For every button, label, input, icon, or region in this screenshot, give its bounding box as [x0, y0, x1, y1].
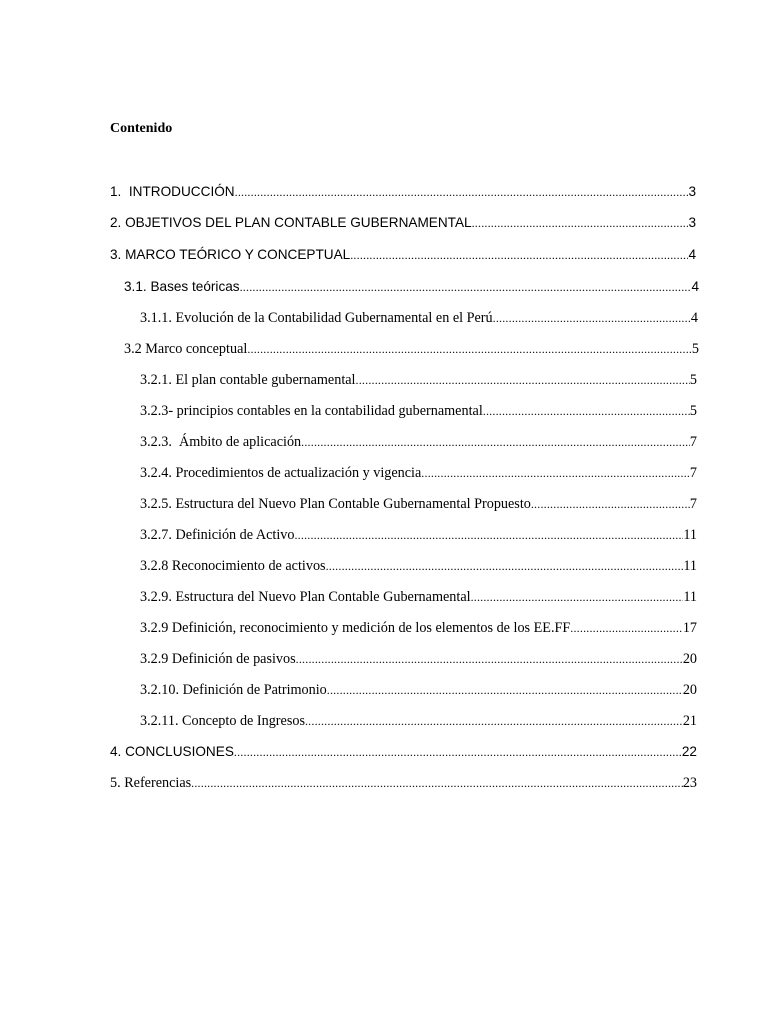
- toc-entry-text: 3.2.9 Definición de pasivos: [140, 651, 296, 667]
- toc-page-number: 3: [688, 184, 696, 199]
- toc-entry-definicion-elementos[interactable]: [140, 618, 697, 638]
- toc-page-number: 22: [681, 744, 697, 759]
- toc-entry-text: 3.2.3- principios contables en la contabilidad gubernamental: [140, 403, 483, 419]
- toc-leader-dots: [240, 277, 692, 297]
- toc-entry-plan-contable[interactable]: [140, 370, 697, 390]
- toc-entry-referencias[interactable]: [110, 773, 697, 793]
- toc-entry-text: 2. OBJETIVOS DEL PLAN CONTABLE GUBERNAMENTAL: [110, 215, 472, 230]
- toc-entry-concepto-ingresos[interactable]: [140, 711, 697, 731]
- toc-entry-text: 3.1. Bases teóricas: [124, 279, 240, 294]
- toc-leader-dots: [570, 618, 683, 638]
- toc-leader-dots: [472, 213, 689, 233]
- toc-leader-dots: [350, 245, 688, 265]
- toc-page-number: 5: [689, 403, 697, 419]
- toc-page-number: 4: [690, 310, 698, 326]
- toc-leader-dots: [483, 401, 690, 421]
- toc-entry-estructura-nuevo-plan[interactable]: [140, 587, 697, 607]
- toc-page-number: 23: [682, 775, 697, 791]
- toc-entry-text: 1. INTRODUCCIÓN: [110, 184, 235, 199]
- toc-entry-evolucion[interactable]: [140, 308, 698, 328]
- toc-entry-ambito-aplicacion[interactable]: [140, 432, 697, 452]
- toc-entry-text: 3.1.1. Evolución de la Contabilidad Gubernamental en el Perú: [140, 310, 493, 326]
- toc-leader-dots: [305, 711, 683, 731]
- toc-entry-text: 3.2.10. Definición de Patrimonio: [140, 682, 327, 698]
- toc-entry-conclusiones[interactable]: [110, 742, 697, 762]
- toc-entry-definicion-pasivos[interactable]: [140, 649, 697, 669]
- toc-title: Contenido: [110, 121, 173, 136]
- toc-entry-text: 3.2.4. Procedimientos de actualización y vigencia: [140, 465, 422, 481]
- toc-leader-dots: [191, 773, 683, 793]
- toc-leader-dots: [471, 587, 684, 607]
- toc-leader-dots: [531, 494, 690, 514]
- toc-entry-principios-contables[interactable]: [140, 401, 697, 421]
- toc-page-number: 21: [682, 713, 697, 729]
- toc-page-number: 20: [682, 651, 697, 667]
- toc-leader-dots: [493, 308, 691, 328]
- toc-entry-definicion-patrimonio[interactable]: [140, 680, 697, 700]
- toc-page-number: 7: [689, 465, 697, 481]
- toc-page-number: 17: [682, 620, 697, 636]
- toc-entry-reconocimiento-activos[interactable]: [140, 556, 697, 576]
- toc-page-number: 3: [688, 215, 696, 230]
- toc-page-number: 7: [689, 496, 697, 512]
- toc-entry-objetivos[interactable]: [110, 213, 696, 233]
- toc-page-number: 4: [688, 247, 696, 262]
- toc-page-number: 11: [683, 558, 697, 574]
- toc-entry-text: 3.2.7. Definición de Activo: [140, 527, 295, 543]
- toc-entry-definicion-activo[interactable]: [140, 525, 697, 545]
- toc-entry-procedimientos[interactable]: [140, 463, 697, 483]
- toc-leader-dots: [294, 525, 683, 545]
- toc-entry-text: 5. Referencias: [110, 775, 192, 791]
- toc-entry-bases-teoricas[interactable]: [124, 277, 699, 297]
- toc-leader-dots: [235, 182, 689, 202]
- toc-page-number: 11: [683, 589, 697, 605]
- toc-leader-dots: [301, 432, 690, 452]
- toc-entry-text: 3.2.9. Estructura del Nuevo Plan Contable Gubernamental: [140, 589, 471, 605]
- toc-entry-estructura-propuesto[interactable]: [140, 494, 697, 514]
- toc-entry-marco-teorico[interactable]: [110, 245, 696, 265]
- toc-leader-dots: [234, 742, 682, 762]
- toc-leader-dots: [247, 339, 692, 359]
- toc-page-number: 4: [691, 279, 699, 294]
- toc-entry-introduccion[interactable]: [110, 182, 696, 202]
- toc-page-number: 11: [683, 527, 697, 543]
- toc-leader-dots: [356, 370, 690, 390]
- toc-leader-dots: [421, 463, 690, 483]
- toc-leader-dots: [327, 680, 683, 700]
- toc-leader-dots: [296, 649, 683, 669]
- toc-entry-text: 3.2 Marco conceptual: [124, 341, 248, 357]
- toc-entry-text: 3.2.8 Reconocimiento de activos: [140, 558, 326, 574]
- toc-page-number: 5: [691, 341, 699, 357]
- toc-page-number: 20: [682, 682, 697, 698]
- toc-entry-text: 3.2.3. Ámbito de aplicación: [140, 434, 302, 450]
- toc-page-number: 5: [689, 372, 697, 388]
- toc-entry-marco-conceptual[interactable]: [124, 339, 699, 359]
- toc-entry-text: 3.2.11. Concepto de Ingresos: [140, 713, 305, 729]
- toc-leader-dots: [326, 556, 684, 576]
- toc-entry-text: 3.2.5. Estructura del Nuevo Plan Contable Gubernamental Propuesto: [140, 496, 531, 512]
- toc-entry-text: 3.2.1. El plan contable gubernamental: [140, 372, 356, 388]
- toc-entry-text: 3.2.9 Definición, reconocimiento y medición de los elementos de los EE.FF: [140, 620, 571, 636]
- toc-entry-text: 4. CONCLUSIONES: [110, 744, 234, 759]
- toc-entry-text: 3. MARCO TEÓRICO Y CONCEPTUAL: [110, 247, 351, 262]
- toc-page-number: 7: [689, 434, 697, 450]
